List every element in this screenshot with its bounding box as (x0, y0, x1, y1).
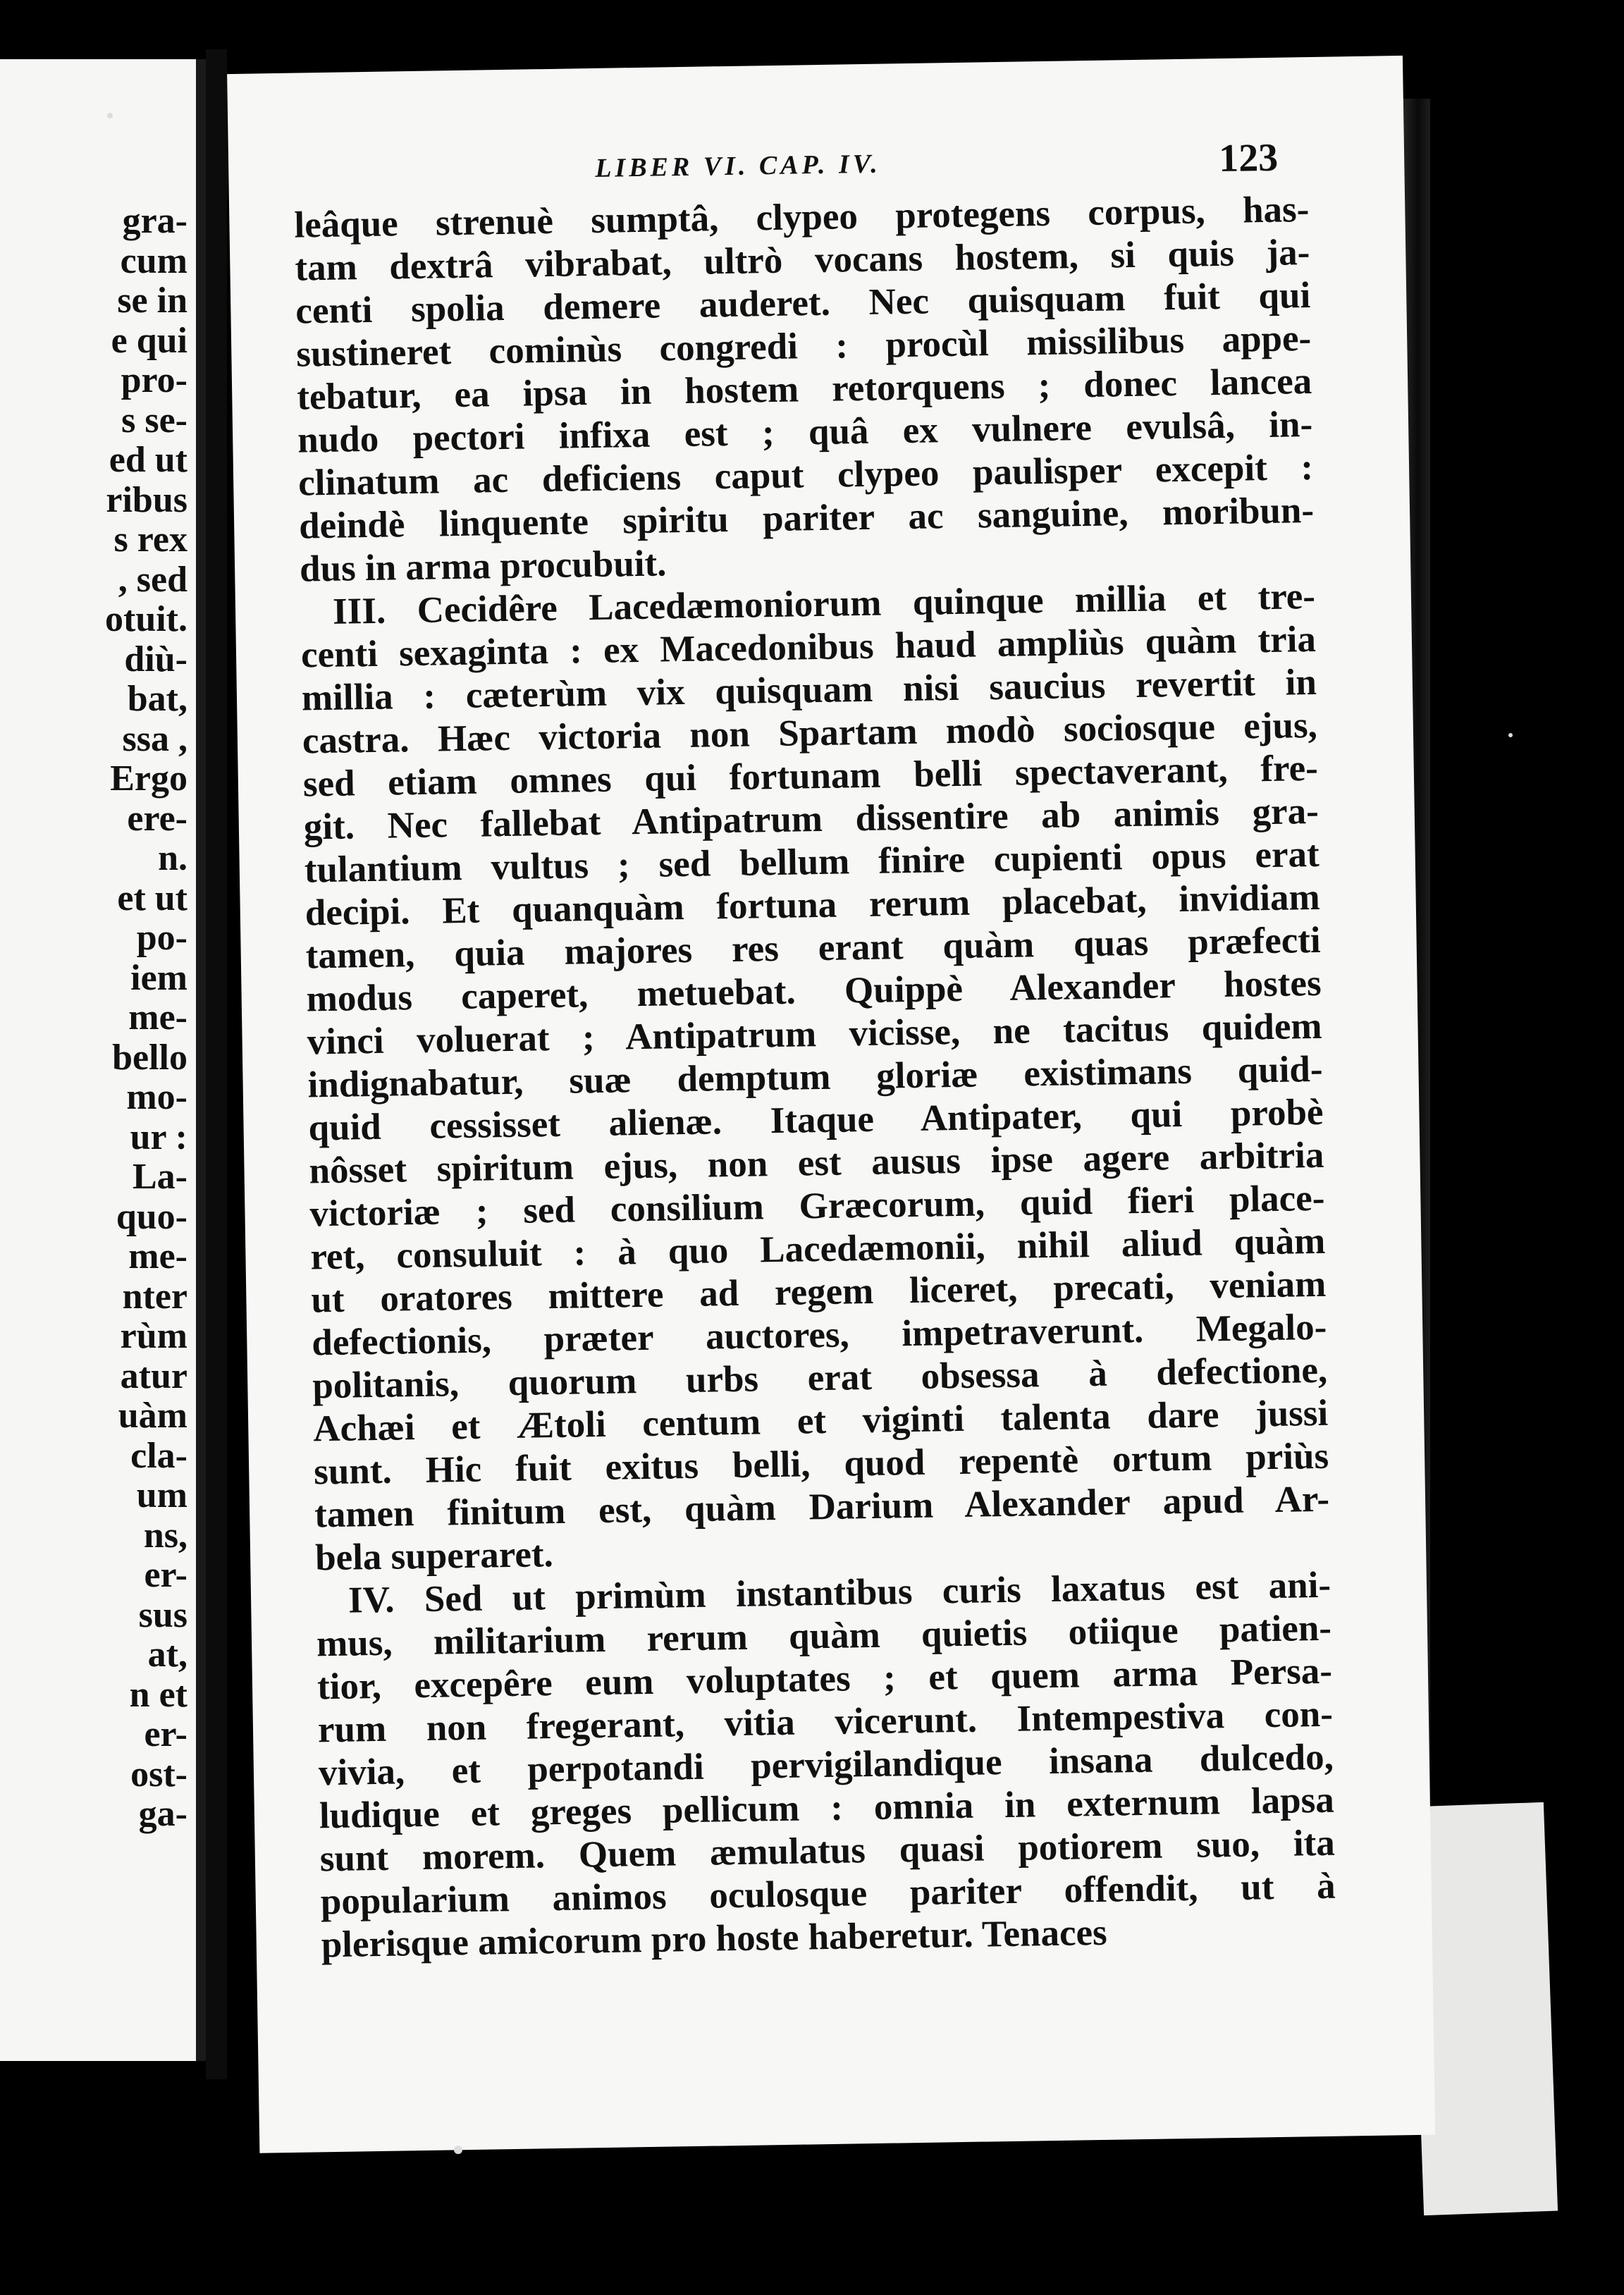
left-page-line: cum (120, 240, 187, 281)
left-page-line: ost- (130, 1754, 187, 1795)
running-title: LIBER VI. CAP. IV. (594, 149, 881, 183)
left-page-line: ere- (127, 798, 187, 839)
text-line: sustineret cominùs congredi : procùl missilibus appe- (295, 317, 1312, 375)
left-page-line: iem (130, 957, 187, 998)
left-page-line: at, (147, 1635, 187, 1675)
left-page-line: n. (158, 838, 187, 878)
left-page-line: n et (129, 1674, 187, 1715)
left-page-line: ssa , (122, 718, 187, 759)
text-line: castra. Hæc victoria non Spartam modò sociosque ejus, (302, 704, 1318, 762)
left-page-line: cla- (130, 1435, 187, 1476)
text-line: indignabatur, suæ demptum gloriæ existimans quid- (307, 1048, 1323, 1106)
text-line: modus caperet, metuebat. Quippè Alexander hostes (306, 962, 1322, 1020)
left-page-line: se in (117, 281, 187, 321)
left-page-line: ed ut (109, 440, 187, 480)
text-line: dus in arma procubuit. (299, 543, 667, 590)
text-line: clinatum ac deficiens caput clypeo paulisper excepit : (297, 446, 1314, 504)
left-page-line: s rex (113, 519, 187, 560)
left-page-line: quo- (116, 1196, 187, 1237)
text-line: sunt morem. Quem æmulatus quasi potiorem suo, ita (319, 1822, 1336, 1880)
text-line: git. Nec fallebat Antipatrum dissentire ab animis gra- (303, 790, 1320, 848)
text-line: tebatur, ea ipsa in hostem retorquens ; donec lancea (296, 360, 1312, 418)
left-page-line: ur : (130, 1116, 187, 1157)
left-page (0, 59, 206, 2061)
text-line: vivia, et perpotandi pervigilandique insana dulcedo, (318, 1736, 1334, 1794)
text-line: tamen, quia majores res erant quàm quas præfecti (305, 919, 1322, 977)
left-page-line: , sed (118, 559, 187, 600)
left-page-line: me- (128, 1236, 187, 1276)
text-line: nudo pectori infixa est ; quâ ex vulnere evulsâ, in- (297, 403, 1313, 461)
left-page-line: ribus (106, 479, 187, 520)
text-line: sed etiam omnes qui fortunam belli spectaverant, fre- (302, 747, 1319, 805)
text-line: plerisque amicorum pro hoste haberetur. Tenaces (321, 1912, 1108, 1966)
text-line: tamen finitum est, quàm Darium Alexander apud Ar- (314, 1478, 1330, 1536)
left-page-line: bello (112, 1037, 187, 1078)
left-page-line: po- (136, 918, 187, 958)
text-line: millia : cæterùm vix quisquam nisi saucius revertit in (301, 661, 1317, 719)
main-page (227, 56, 1435, 2153)
left-page-line: er- (144, 1714, 187, 1754)
left-page-line: atur (120, 1355, 187, 1396)
text-line: rum non fregerant, vitia vicerunt. Intempestiva con- (317, 1693, 1334, 1751)
left-page-line: nter (122, 1276, 187, 1317)
text-line: quid cessisset alienæ. Itaque Antipater, qui probè (308, 1091, 1324, 1149)
text-line: tior, excepêre eum voluptates ; et quem arma Persa- (316, 1650, 1333, 1708)
text-line: ut oratores mittere ad regem liceret, precati, veniam (310, 1263, 1327, 1321)
dust-speck (454, 2146, 462, 2154)
text-line: defectionis, præter auctores, impetraverunt. Megalo- (311, 1306, 1327, 1364)
text-line: popularium animos oculosque pariter offendit, ut à (320, 1865, 1336, 1923)
page-number: 123 (1218, 135, 1279, 181)
left-page-line: uàm (118, 1396, 187, 1436)
text-line: Achæi et Ætoli centum et viginti talenta dare jussi (312, 1392, 1329, 1450)
left-page-line: mo- (126, 1077, 187, 1117)
text-line: victoriæ ; sed consilium Græcorum, quid fieri place- (309, 1177, 1325, 1235)
text-line: III. Cecidêre Lacedæmoniorum quinque millia et tre- (332, 575, 1316, 632)
text-line: tulantium vultus ; sed bellum finire cupienti opus erat (304, 833, 1320, 891)
text-line: vinci voluerat ; Antipatrum vicisse, ne tacitus quidem (307, 1005, 1322, 1063)
page-gutter (206, 49, 227, 2079)
left-page-line: rùm (120, 1316, 187, 1356)
text-line: leâque strenuè sumptâ, clypeo protegens corpus, has- (294, 189, 1310, 246)
text-line: ludique et greges pellicum : omnia in externum lapsa (319, 1779, 1335, 1837)
text-line: nôsset spiritum ejus, non est ausus ipse agere arbitria (309, 1134, 1324, 1192)
text-line: centi sexaginta : ex Macedonibus haud ampliùs quàm tria (300, 618, 1317, 676)
body-text (294, 188, 1336, 1967)
left-page-line: s se- (121, 400, 187, 441)
text-line: sunt. Hic fuit exitus belli, quod repentè ortum priùs (313, 1435, 1329, 1493)
dust-speck (1508, 733, 1513, 737)
left-page-line: gra- (122, 201, 187, 241)
left-page-line: La- (133, 1157, 187, 1197)
left-page-line: e qui (111, 320, 187, 361)
left-page-line: Ergo (110, 758, 187, 799)
text-line: mus, militarium rerum quàm quietis otiique patien- (316, 1607, 1332, 1665)
left-page-line: pro- (121, 360, 187, 400)
left-page-line: diù- (124, 639, 187, 679)
left-page-line: ns, (143, 1515, 187, 1556)
left-page-line: bat, (127, 679, 187, 719)
text-line: IV. Sed ut primùm instantibus curis laxatus est ani- (347, 1564, 1331, 1621)
text-line: tam dextrâ vibrabat, ultrò vocans hostem, si quis ja- (294, 232, 1310, 289)
text-line: politanis, quorum urbs erat obsessa à defectione, (312, 1349, 1328, 1407)
left-page-line: et ut (117, 878, 187, 918)
left-page-line: er- (144, 1555, 187, 1595)
text-line: ret, consuluit : à quo Lacedæmonii, nihil aliud quàm (310, 1220, 1326, 1278)
dust-speck (107, 113, 113, 118)
left-page-line: sus (138, 1594, 187, 1635)
text-line: deindè linquente spiritu pariter ac sanguine, moribun- (298, 489, 1315, 547)
left-page-line: me- (128, 997, 187, 1038)
text-line: centi spolia demere auderet. Nec quisquam fuit qui (295, 274, 1311, 332)
left-page-line: ga- (138, 1794, 187, 1834)
text-line: bela superaret. (314, 1534, 554, 1579)
left-page-line: um (136, 1475, 187, 1515)
left-page-line: otuit. (105, 599, 187, 639)
text-line: decipi. Et quanquàm fortuna rerum placebat, invidiam (304, 876, 1321, 934)
